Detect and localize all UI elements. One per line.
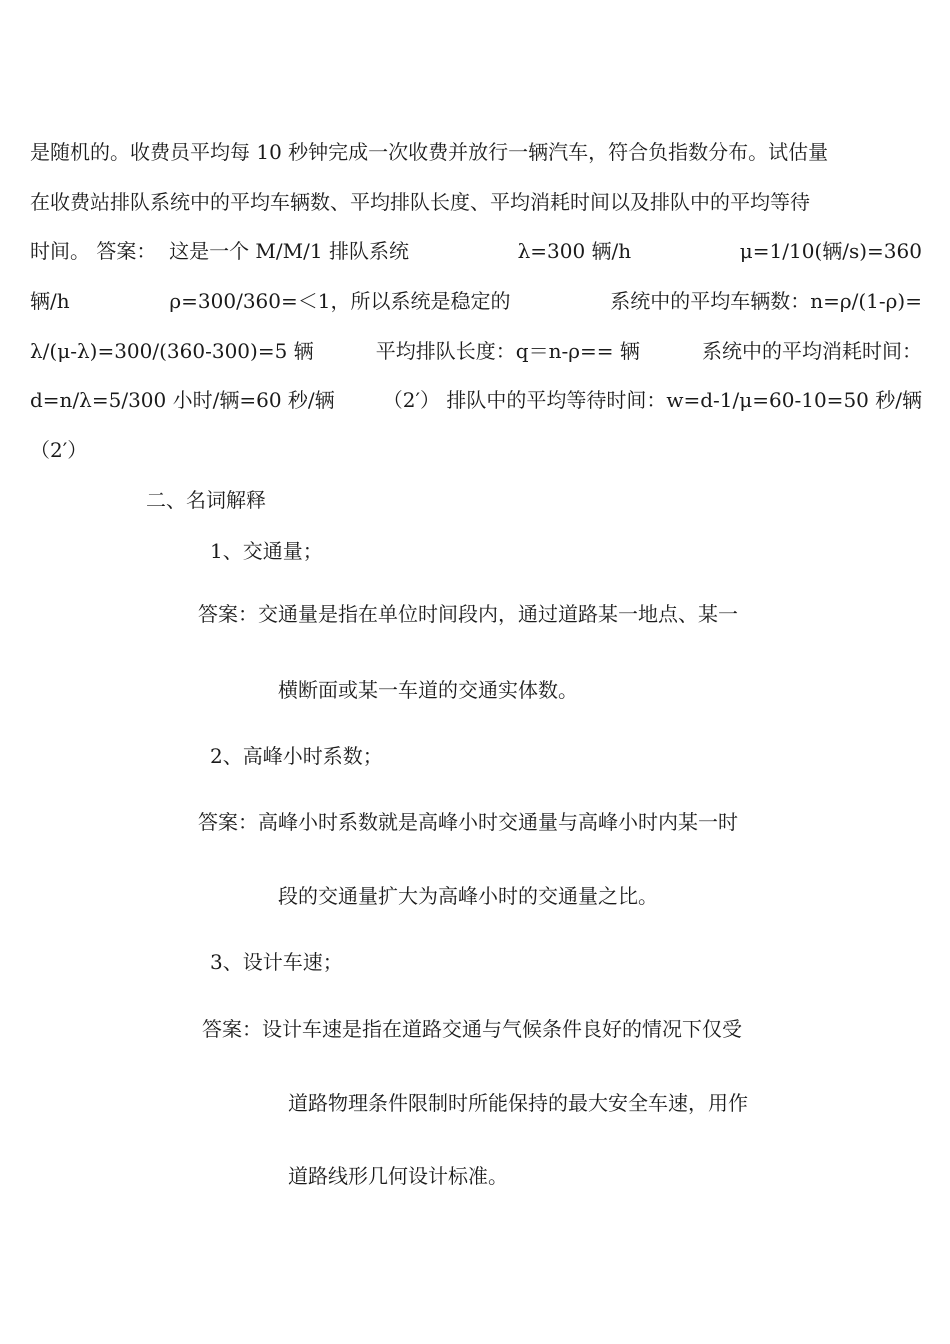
answer-2-line-1: 答案：高峰小时系数就是高峰小时交通量与高峰小时内某一时	[198, 810, 738, 834]
formula-text: λ/(μ-λ)=300/(360-300)=5 辆	[30, 339, 314, 363]
queue-length-text: 平均排队长度：q＝n-ρ== 辆	[375, 339, 640, 363]
paragraph-line-3	[30, 235, 922, 267]
paragraph-line-2	[30, 186, 922, 218]
avg-time-formula: d=n/λ=5/300 小时/辆=60 秒/辆	[30, 388, 335, 412]
section-title: 二、名词解释	[146, 488, 266, 512]
answer-1-line-2: 横断面或某一车道的交通实体数。	[278, 678, 578, 702]
unit-text: 辆/h	[30, 289, 70, 313]
paragraph-text: 是随机的。收费员平均每 10 秒钟完成一次收费并放行一辆汽车，符合负指数分布。试估量	[30, 140, 829, 164]
avg-time-label: 系统中的平均消耗时间：	[702, 339, 922, 363]
answer-3-line-3: 道路线形几何设计标准。	[288, 1164, 508, 1188]
answer-1-line-1: 答案：交通量是指在单位时间段内，通过道路某一地点、某一	[198, 602, 738, 626]
term-1: 1、交通量；	[210, 539, 323, 563]
term-3: 3、设计车速；	[210, 950, 343, 974]
paragraph-line-6	[30, 384, 922, 416]
term-2: 2、高峰小时系数；	[210, 744, 383, 768]
answer-3-line-2: 道路物理条件限制时所能保持的最大安全车速，用作	[288, 1091, 748, 1115]
answer-3-line-1: 答案：设计车速是指在道路交通与气候条件良好的情况下仅受	[202, 1017, 742, 1041]
paragraph-line-1	[30, 136, 922, 168]
wait-time-text: （2′） 排队中的平均等待时间：w=d-1/μ=60-10=50 秒/辆	[382, 388, 922, 412]
answer-intro: 时间。 答案： 这是一个 M/M/1 排队系统	[30, 239, 409, 263]
score-note: （2′）	[30, 438, 88, 462]
arrival-rate: λ=300 辆/h	[517, 239, 632, 263]
paragraph-line-4	[30, 285, 922, 317]
service-rate: μ=1/10(辆/s)=360	[739, 239, 922, 263]
answer-2-line-2: 段的交通量扩大为高峰小时的交通量之比。	[278, 884, 658, 908]
paragraph-text: 在收费站排队系统中的平均车辆数、平均排队长度、平均消耗时间以及排队中的平均等待	[30, 190, 810, 214]
paragraph-line-7	[30, 434, 922, 466]
paragraph-line-5	[30, 335, 922, 367]
utilization-text: ρ=300/360=＜1，所以系统是稳定的	[169, 289, 511, 313]
avg-vehicles-text: 系统中的平均车辆数：n=ρ/(1-ρ)=	[610, 289, 922, 313]
